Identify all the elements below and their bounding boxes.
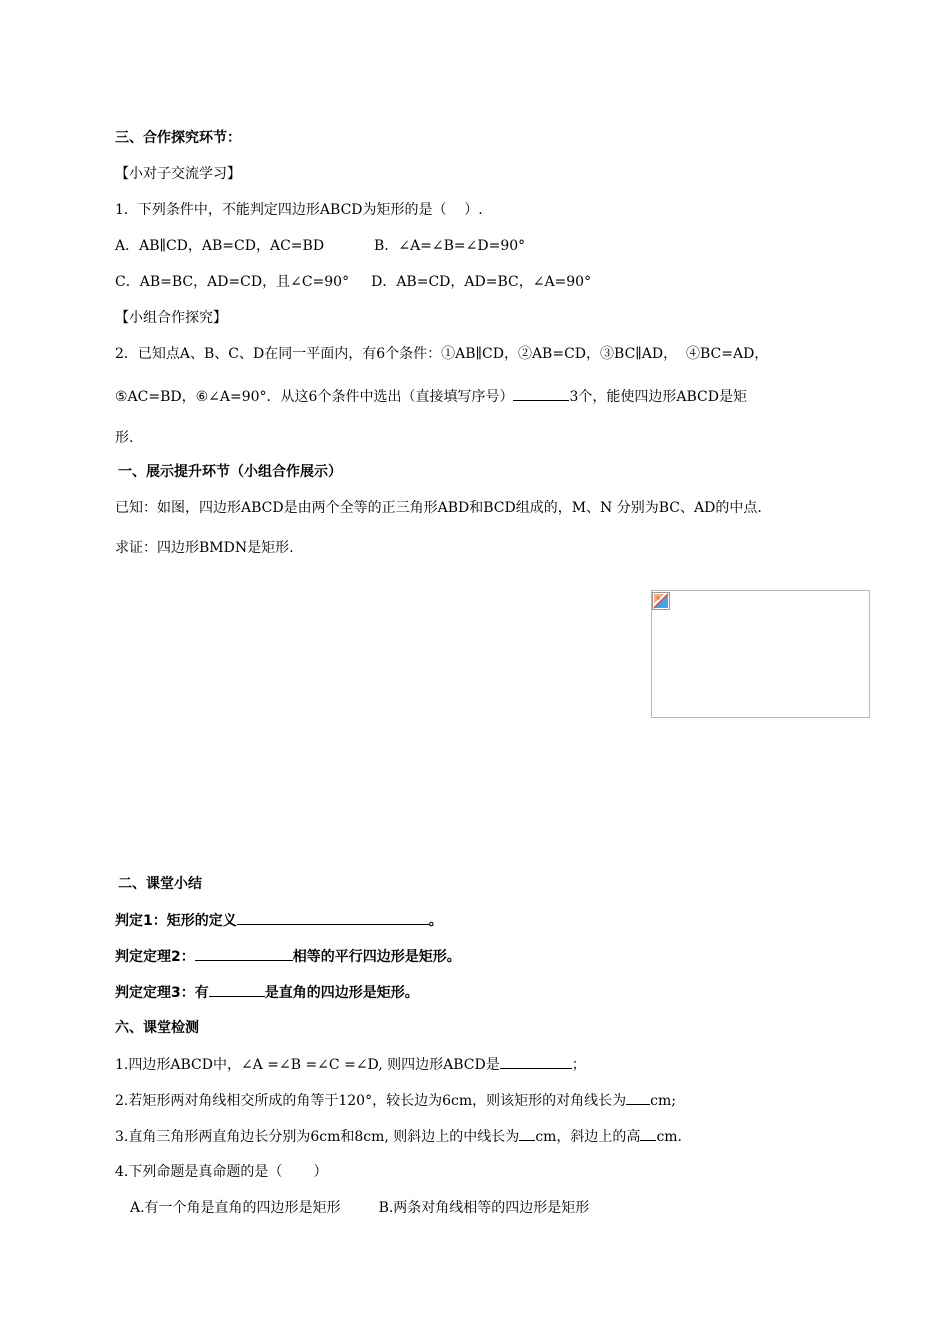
rule-1 bbox=[115, 910, 443, 931]
rule-3-label: 判定定理3：有 bbox=[115, 985, 209, 1001]
answer-blank bbox=[195, 946, 293, 961]
rule-2 bbox=[115, 946, 461, 967]
geometry-figure bbox=[651, 590, 870, 718]
answer-blank bbox=[519, 1126, 535, 1141]
question-1-options-row-1 bbox=[115, 236, 525, 256]
option-c: C．AB=BC，AD=CD，且∠C=90° bbox=[115, 274, 350, 290]
rule-2-label: 判定定理2： bbox=[115, 949, 195, 965]
question-2-line-1: 2．已知点A、B、C、D在同一平面内，有6个条件：①AB∥CD，②AB=CD，③BC∥AD， ④BC=AD， bbox=[115, 346, 769, 362]
test-question-1-end: ； bbox=[571, 1057, 586, 1073]
prove-statement: 求证：四边形BMDN是矩形. bbox=[115, 540, 294, 556]
test-question-2-text: 2.若矩形两对角线相交所成的角等于120°，较长边为6cm，则该矩形的对角线长为 bbox=[115, 1093, 627, 1109]
rule-3-end: 是直角的四边形是矩形。 bbox=[264, 985, 419, 1001]
rule-2-end: 相等的平行四边形是矩形。 bbox=[292, 949, 461, 965]
question-1-text: 1．下列条件中，不能判定四边形ABCD为矩形的是（ ）. bbox=[115, 202, 483, 218]
option-b: B．∠A=∠B=∠D=90° bbox=[374, 238, 526, 254]
answer-blank bbox=[513, 386, 569, 401]
section-heading-summary: 二、课堂小结 bbox=[118, 876, 202, 892]
test-question-4: 4.下列命题是真命题的是（ ） bbox=[115, 1164, 328, 1180]
section-heading-cooperative-exploration: 三、合作探究环节： bbox=[115, 130, 241, 146]
answer-blank bbox=[209, 982, 265, 997]
rule-1-end: 。 bbox=[428, 913, 443, 929]
test-question-2-end: cm; bbox=[650, 1093, 676, 1109]
test-question-4-options bbox=[130, 1198, 589, 1218]
question-2-line-2-start: ⑤AC=BD，⑥∠A=90°．从这6个条件中选出（直接填写序号） bbox=[115, 389, 514, 405]
test-question-3-end: cm. bbox=[656, 1129, 683, 1145]
rule-1-label: 判定1：矩形的定义 bbox=[115, 913, 237, 929]
answer-blank bbox=[626, 1090, 650, 1105]
broken-image-icon bbox=[652, 592, 670, 610]
test-question-3-text: 3.直角三角形两直角边长分别为6cm和8cm, 则斜边上的中线长为 bbox=[115, 1129, 520, 1145]
subheading-group-exploration: 【小组合作探究】 bbox=[115, 310, 227, 326]
rule-3 bbox=[115, 982, 419, 1003]
answer-blank bbox=[237, 910, 429, 925]
test-question-3-mid: cm，斜边上的高 bbox=[535, 1129, 641, 1145]
given-statement: 已知：如图，四边形ABCD是由两个全等的正三角形ABD和BCD组成的，M、N 分别为BC、AD的中点. bbox=[115, 500, 762, 516]
option-a: A.有一个角是直角的四边形是矩形 bbox=[130, 1200, 341, 1216]
question-1-options-row-2 bbox=[115, 272, 591, 292]
test-question-1 bbox=[115, 1054, 586, 1075]
test-question-2 bbox=[115, 1090, 676, 1111]
question-2-line-2-end: 3个，能使四边形ABCD是矩 bbox=[569, 389, 747, 405]
section-heading-presentation: 一、展示提升环节（小组合作展示） bbox=[118, 464, 342, 480]
question-2-line-3: 形. bbox=[115, 430, 134, 446]
answer-blank bbox=[640, 1126, 656, 1141]
option-b: B.两条对角线相等的四边形是矩形 bbox=[378, 1200, 590, 1216]
option-d: D．AB=CD，AD=BC，∠A=90° bbox=[371, 274, 592, 290]
subheading-pair-learning: 【小对子交流学习】 bbox=[115, 166, 241, 182]
answer-blank bbox=[500, 1054, 572, 1069]
option-a: A．AB∥CD，AB=CD，AC=BD bbox=[115, 238, 325, 254]
test-question-1-text: 1.四边形ABCD中，∠A =∠B =∠C =∠D, 则四边形ABCD是 bbox=[115, 1057, 500, 1073]
test-question-3 bbox=[115, 1126, 682, 1147]
section-heading-classroom-test: 六、课堂检测 bbox=[115, 1020, 199, 1036]
question-2-line-2 bbox=[115, 386, 747, 407]
